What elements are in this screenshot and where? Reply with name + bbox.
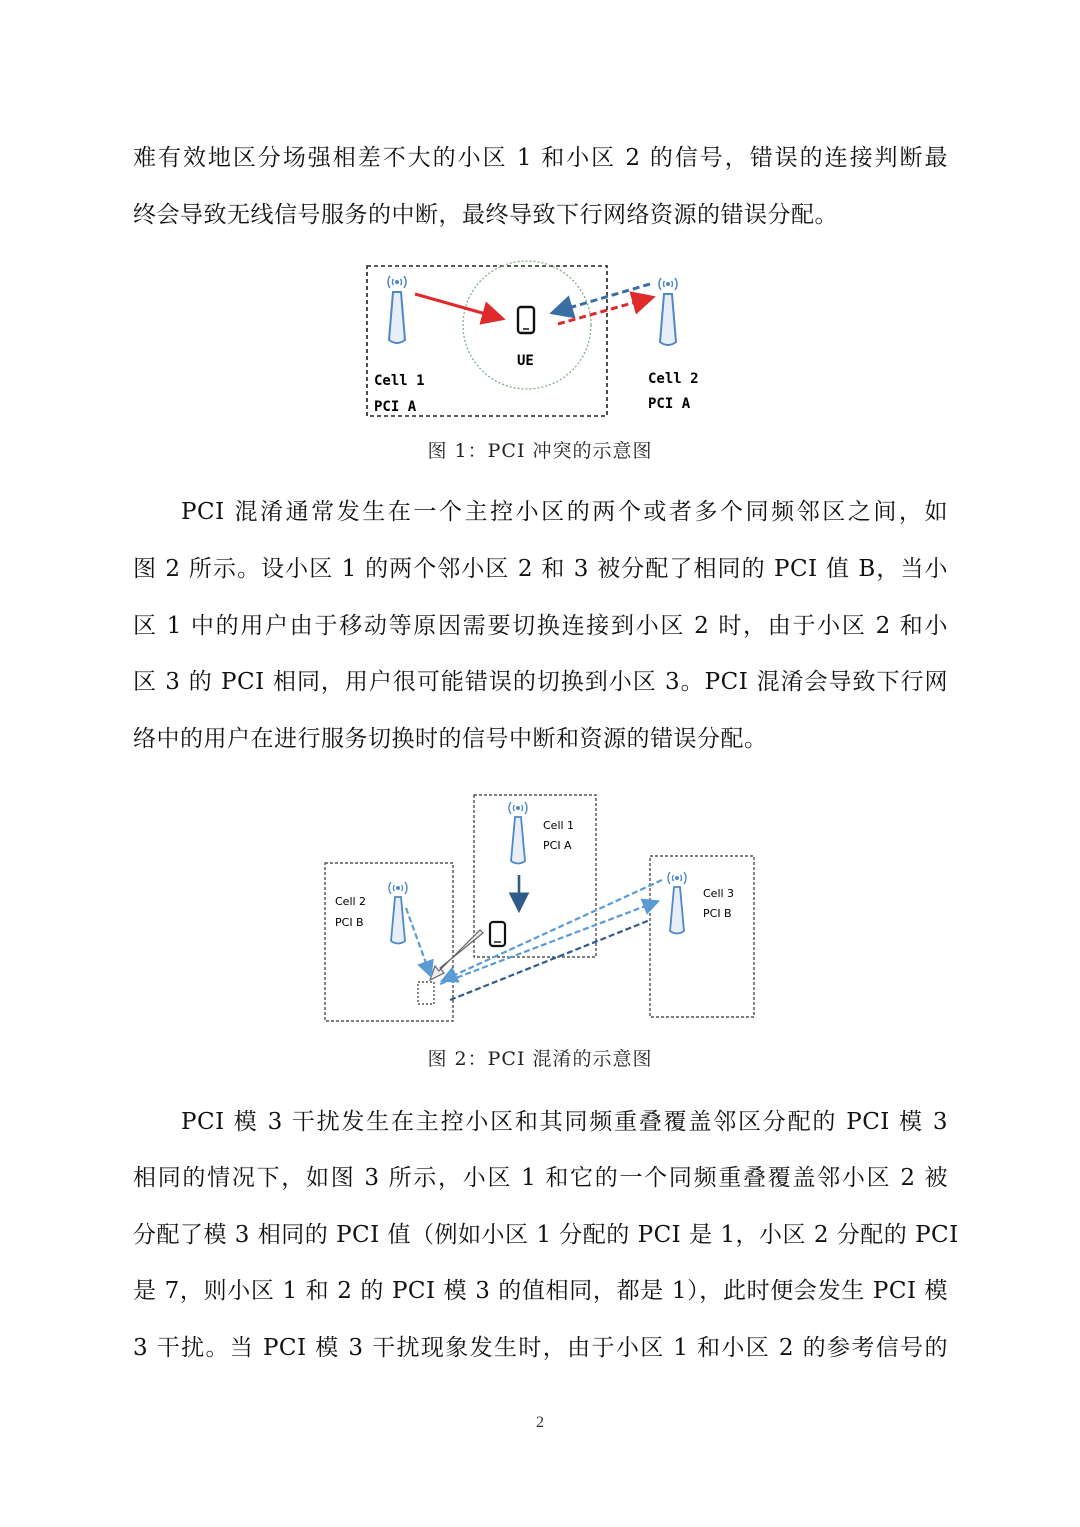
- paragraph-line: 图 2 所示。设小区 1 的两个邻小区 2 和 3 被分配了相同的 PCI 值 B，当小: [133, 556, 948, 582]
- signal-arrow: [444, 880, 662, 980]
- ue-label: UE: [517, 353, 534, 369]
- cell-1-pci: PCI A: [543, 839, 572, 852]
- paragraph-line: 难有效地区分场强相差不大的小区 1 和小区 2 的信号，错误的连接判断最: [133, 145, 948, 171]
- cell-2-name: Cell 2: [335, 895, 367, 908]
- figure-1-caption: 图 1：PCI 冲突的示意图: [427, 440, 653, 462]
- paragraph-line: 络中的用户在进行服务切换时的信号中断和资源的错误分配。: [133, 726, 768, 752]
- paragraph-line: PCI 混淆通常发生在一个主控小区的两个或者多个同频邻区之间，如: [181, 499, 948, 525]
- cell-2-pci: PCI B: [335, 916, 364, 929]
- paragraph-line: 3 干扰。当 PCI 模 3 干扰现象发生时，由于小区 1 和小区 2 的参考信号的: [133, 1335, 948, 1361]
- antenna-icon: [389, 882, 407, 944]
- signal-arrow: [558, 298, 650, 324]
- cell-1-name: Cell 1: [374, 373, 425, 389]
- antenna-icon: [388, 276, 406, 343]
- cell-1-name: Cell 1: [543, 819, 575, 832]
- figure-1-pci-conflict: [360, 260, 710, 425]
- paragraph-line: PCI 模 3 干扰发生在主控小区和其同频重叠覆盖邻区分配的 PCI 模 3: [181, 1109, 948, 1135]
- cell-3-name: Cell 3: [703, 887, 735, 900]
- signal-arrow: [415, 294, 500, 318]
- paragraph-line: 相同的情况下，如图 3 所示，小区 1 和它的一个同频重叠覆盖邻小区 2 被: [133, 1165, 948, 1191]
- ue-target-box: [418, 982, 434, 1004]
- cell-2-name: Cell 2: [648, 371, 699, 387]
- ue-phone-icon: [518, 307, 534, 333]
- figure-2-caption: 图 2：PCI 混淆的示意图: [427, 1048, 653, 1070]
- cell-3-region: [650, 856, 754, 1017]
- cell-3-pci: PCI B: [703, 907, 732, 920]
- cell-2-pci: PCI A: [648, 396, 691, 412]
- cell-1-pci: PCI A: [374, 399, 417, 415]
- page-number: 2: [536, 1414, 544, 1431]
- figure-2-pci-confusion: [320, 790, 760, 1028]
- paragraph-line: 区 1 中的用户由于移动等原因需要切换连接到小区 2 时，由于小区 2 和小: [133, 613, 948, 639]
- paragraph-line: 区 3 的 PCI 相同，用户很可能错误的切换到小区 3。PCI 混淆会导致下行网: [133, 669, 948, 695]
- movement-arrow: [430, 930, 483, 980]
- signal-arrow: [440, 902, 656, 984]
- signal-arrow: [406, 908, 430, 974]
- ue-phone-icon: [490, 922, 505, 946]
- paragraph-line: 分配了模 3 相同的 PCI 值（例如小区 1 分配的 PCI 是 1，小区 2 分配的 PCI: [133, 1222, 959, 1248]
- paragraph-line: 是 7，则小区 1 和 2 的 PCI 模 3 的值相同，都是 1），此时便会发生 PCI 模: [133, 1278, 948, 1304]
- antenna-icon: [668, 872, 686, 934]
- antenna-icon: [509, 802, 527, 864]
- signal-arrow: [555, 284, 650, 312]
- paragraph-line: 终会导致无线信号服务的中断，最终导致下行网络资源的错误分配。: [133, 202, 838, 228]
- antenna-icon: [659, 278, 677, 345]
